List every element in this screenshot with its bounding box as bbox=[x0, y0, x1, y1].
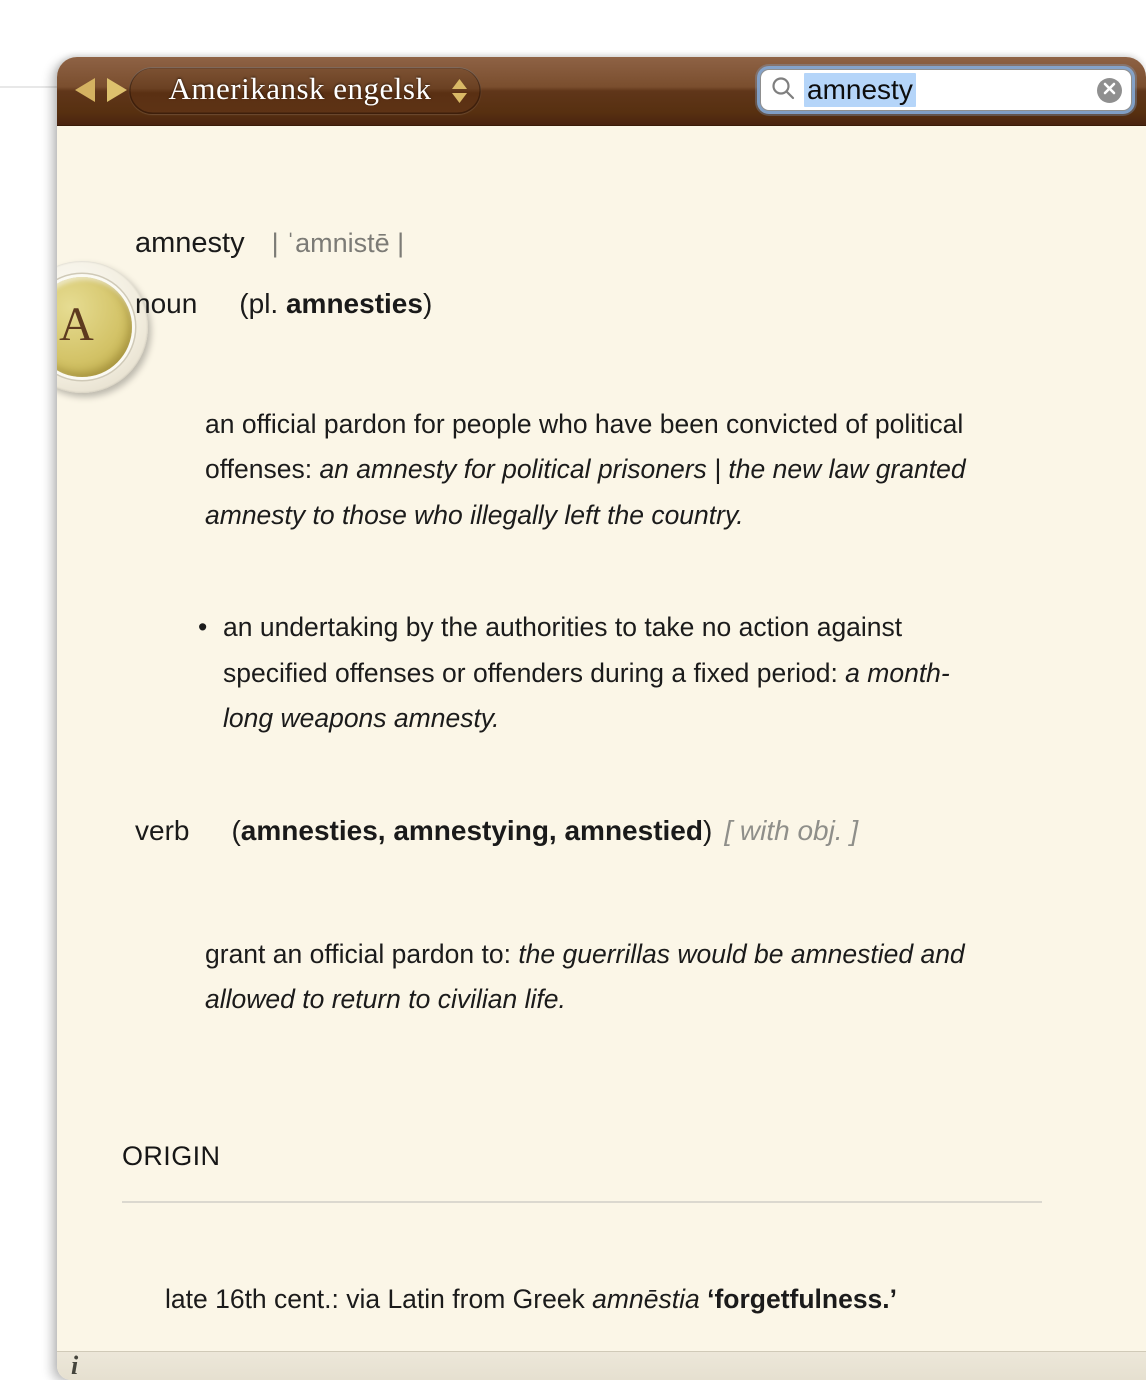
subsense-text bbox=[223, 605, 998, 742]
forward-icon bbox=[105, 77, 129, 106]
verb-pos-row bbox=[135, 815, 858, 847]
forms-words: amnesties, amnestying, amnestied bbox=[240, 815, 703, 846]
clear-search-button[interactable] bbox=[1097, 78, 1122, 103]
section-letter: A bbox=[59, 297, 94, 351]
etymology-lead: late 16th cent.: via Latin from Greek bbox=[165, 1283, 593, 1314]
entry-content bbox=[57, 125, 1146, 1352]
forward-button[interactable] bbox=[105, 78, 129, 104]
plural-word: amnesties bbox=[285, 288, 423, 319]
back-icon bbox=[73, 77, 97, 106]
plural-forms bbox=[239, 288, 432, 320]
verb-forms bbox=[231, 815, 712, 847]
forms-open: ( bbox=[231, 815, 241, 846]
grammar-note: [ with obj. ] bbox=[724, 815, 859, 846]
search-input[interactable] bbox=[761, 70, 1131, 110]
info-button[interactable] bbox=[71, 1353, 78, 1379]
etymology bbox=[165, 1276, 910, 1323]
verb-definition bbox=[205, 932, 985, 1023]
noun-subsense bbox=[198, 605, 998, 742]
etymology-greek: amnēstia bbox=[592, 1283, 700, 1314]
etymology-gloss: ‘forgetfulness.’ bbox=[707, 1283, 898, 1314]
pronunciation: | ˈamnistē | bbox=[271, 228, 405, 258]
forms-close: ) bbox=[702, 815, 713, 846]
clear-icon bbox=[1103, 82, 1116, 98]
sub-definition-text: an undertaking by the authorities to take no action against specified offenses or offenders during a fixed period: bbox=[223, 612, 903, 688]
verb-example-text: the guerrillas would be amnestied and allowed to return to civilian life. bbox=[205, 938, 965, 1014]
origin-divider bbox=[122, 1201, 1042, 1203]
dictionary-selector[interactable] bbox=[129, 67, 481, 114]
stepper-up-down-icon bbox=[452, 79, 467, 103]
part-of-speech-verb: verb bbox=[135, 815, 190, 846]
desktop-margin-line bbox=[0, 86, 57, 88]
medallion-gold-disc bbox=[57, 277, 132, 377]
headline bbox=[135, 227, 404, 260]
headword: amnesty bbox=[135, 227, 245, 259]
definition-text: an official pardon for people who have been convicted of political offenses: bbox=[205, 408, 964, 484]
search-icon bbox=[770, 75, 796, 106]
verb-definition-text: grant an official pardon to: bbox=[205, 938, 519, 969]
dictionary-selector-label: Amerikansk engelsk bbox=[168, 71, 432, 106]
plural-close: ) bbox=[422, 288, 433, 319]
noun-definition bbox=[205, 402, 1050, 539]
section-medallion bbox=[57, 261, 148, 393]
nav-arrows bbox=[73, 78, 129, 104]
statusbar bbox=[57, 1351, 1146, 1380]
plural-open: (pl. bbox=[239, 288, 286, 319]
example-text: an amnesty for political prisoners | the new law granted amnesty to those who illegally left the country. bbox=[205, 454, 966, 530]
titlebar bbox=[57, 57, 1146, 126]
back-button[interactable] bbox=[73, 78, 97, 104]
search-selected-text: amnesty bbox=[804, 73, 916, 107]
dictionary-window bbox=[57, 57, 1146, 1380]
sub-example-text: a month-long weapons amnesty. bbox=[223, 657, 950, 733]
origin-heading: ORIGIN bbox=[122, 1141, 221, 1171]
part-of-speech-noun: noun bbox=[135, 288, 198, 319]
noun-pos-row bbox=[135, 288, 432, 320]
info-icon: i bbox=[71, 1351, 79, 1380]
bullet-icon: • bbox=[198, 612, 208, 642]
